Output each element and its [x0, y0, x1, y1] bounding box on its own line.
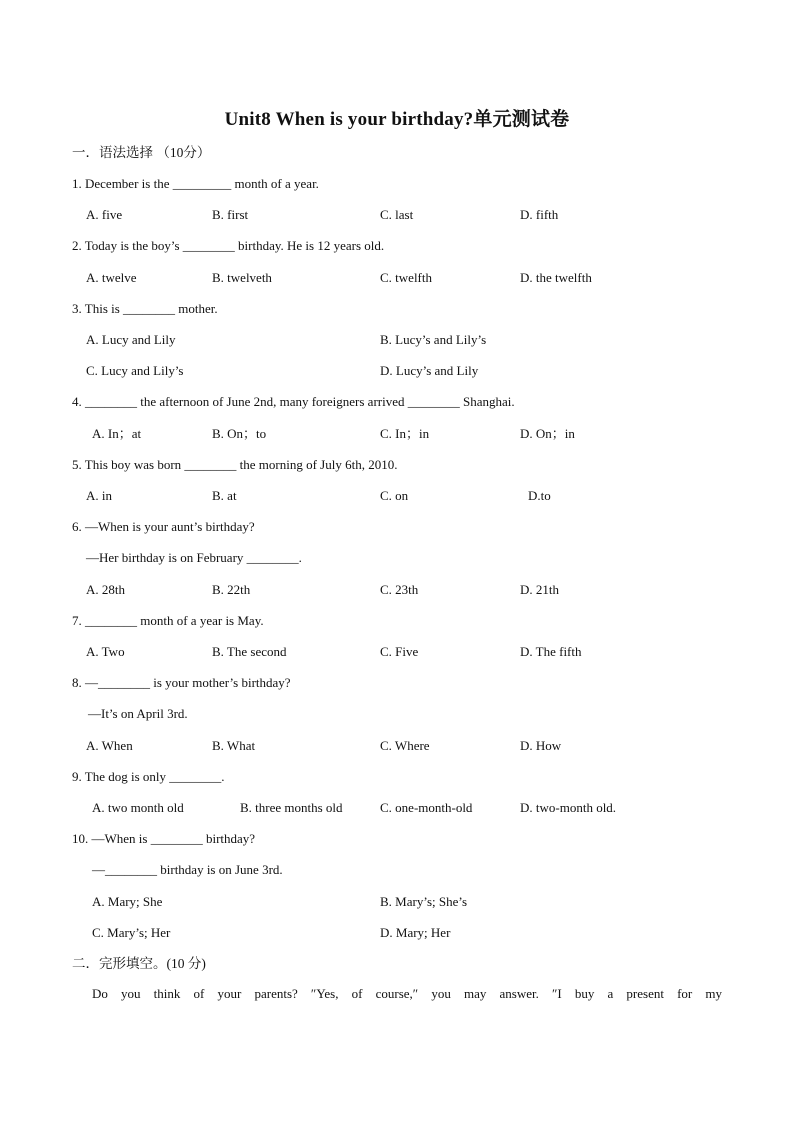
question-4-option-c: C. In；in — [380, 426, 430, 441]
question-8-option-a: A. When — [86, 738, 133, 753]
question-6-stem-response: —Her birthday is on February ________. — [86, 550, 302, 565]
question-5-option-c: C. on — [380, 488, 409, 503]
question-6-option-c: C. 23th — [380, 582, 419, 597]
question-8-option-d: D. How — [520, 738, 562, 753]
question-5-option-d: D.to — [528, 488, 551, 503]
section-1-heading: 一．语法选择 （10分） — [72, 145, 211, 160]
question-10-option-d: D. Mary; Her — [380, 925, 451, 940]
question-2-option-d: D. the twelfth — [520, 270, 592, 285]
question-3-option-d: D. Lucy’s and Lily — [380, 363, 479, 378]
question-7-option-d: D. The fifth — [520, 644, 582, 659]
question-1-option-d: D. fifth — [520, 207, 559, 222]
question-5-option-a: A. in — [86, 488, 112, 503]
question-7-option-c: C. Five — [380, 644, 419, 659]
question-10-option-a: A. Mary; She — [92, 894, 163, 909]
question-4-option-a: A. In；at — [92, 426, 142, 441]
cloze-paragraph: Do you think of your parents? ″Yes, of course,″ you may answer. ″I buy a present for my — [92, 986, 722, 1001]
question-4-option-d: D. On；in — [520, 426, 575, 441]
question-1-option-a: A. five — [86, 207, 123, 222]
question-2-option-a: A. twelve — [86, 270, 137, 285]
question-6-stem: 6. —When is your aunt’s birthday? — [72, 519, 255, 534]
section-2-heading: 二．完形填空。(10 分) — [72, 956, 206, 971]
question-5-option-b: B. at — [212, 488, 237, 503]
page-title: Unit8 When is your birthday?单元测试卷 — [224, 109, 570, 130]
question-5-stem: 5. This boy was born ________ the morning of July 6th, 2010. — [72, 457, 398, 472]
question-9-option-a: A. two month old — [92, 800, 184, 815]
question-6-option-b: B. 22th — [212, 582, 251, 597]
question-10-stem: 10. —When is ________ birthday? — [72, 831, 256, 846]
question-2-option-c: C. twelfth — [380, 270, 432, 285]
question-7-stem: 7. ________ month of a year is May. — [72, 613, 264, 628]
question-3-stem: 3. This is ________ mother. — [72, 301, 218, 316]
question-3-option-b: B. Lucy’s and Lily’s — [380, 332, 487, 347]
question-10-option-b: B. Mary’s; She’s — [380, 894, 468, 909]
question-2-stem: 2. Today is the boy’s ________ birthday. He is 12 years old. — [72, 238, 385, 253]
question-9-option-b: B. three months old — [240, 800, 343, 815]
question-10-option-c: C. Mary’s; Her — [92, 925, 171, 940]
question-4-option-b: B. On；to — [212, 426, 267, 441]
question-9-option-c: C. one-month-old — [380, 800, 473, 815]
question-8-stem-response: —It’s on April 3rd. — [88, 706, 188, 721]
question-7-option-a: A. Two — [86, 644, 125, 659]
question-6-option-d: D. 21th — [520, 582, 559, 597]
question-10-stem-response: —________ birthday is on June 3rd. — [92, 862, 283, 877]
question-8-stem: 8. —________ is your mother’s birthday? — [72, 675, 291, 690]
question-8-option-b: B. What — [212, 738, 256, 753]
question-4-stem: 4. ________ the afternoon of June 2nd, many foreigners arrived ________ Shanghai. — [72, 394, 515, 409]
question-1-stem: 1. December is the _________ month of a year. — [72, 176, 319, 191]
question-2-option-b: B. twelveth — [212, 270, 272, 285]
question-3-option-a: A. Lucy and Lily — [86, 332, 176, 347]
question-3-option-c: C. Lucy and Lily’s — [86, 363, 184, 378]
question-1-option-b: B. first — [212, 207, 249, 222]
question-7-option-b: B. The second — [212, 644, 287, 659]
question-6-option-a: A. 28th — [86, 582, 125, 597]
question-9-option-d: D. two-month old. — [520, 800, 617, 815]
question-8-option-c: C. Where — [380, 738, 430, 753]
question-9-stem: 9. The dog is only ________. — [72, 769, 225, 784]
question-1-option-c: C. last — [380, 207, 414, 222]
